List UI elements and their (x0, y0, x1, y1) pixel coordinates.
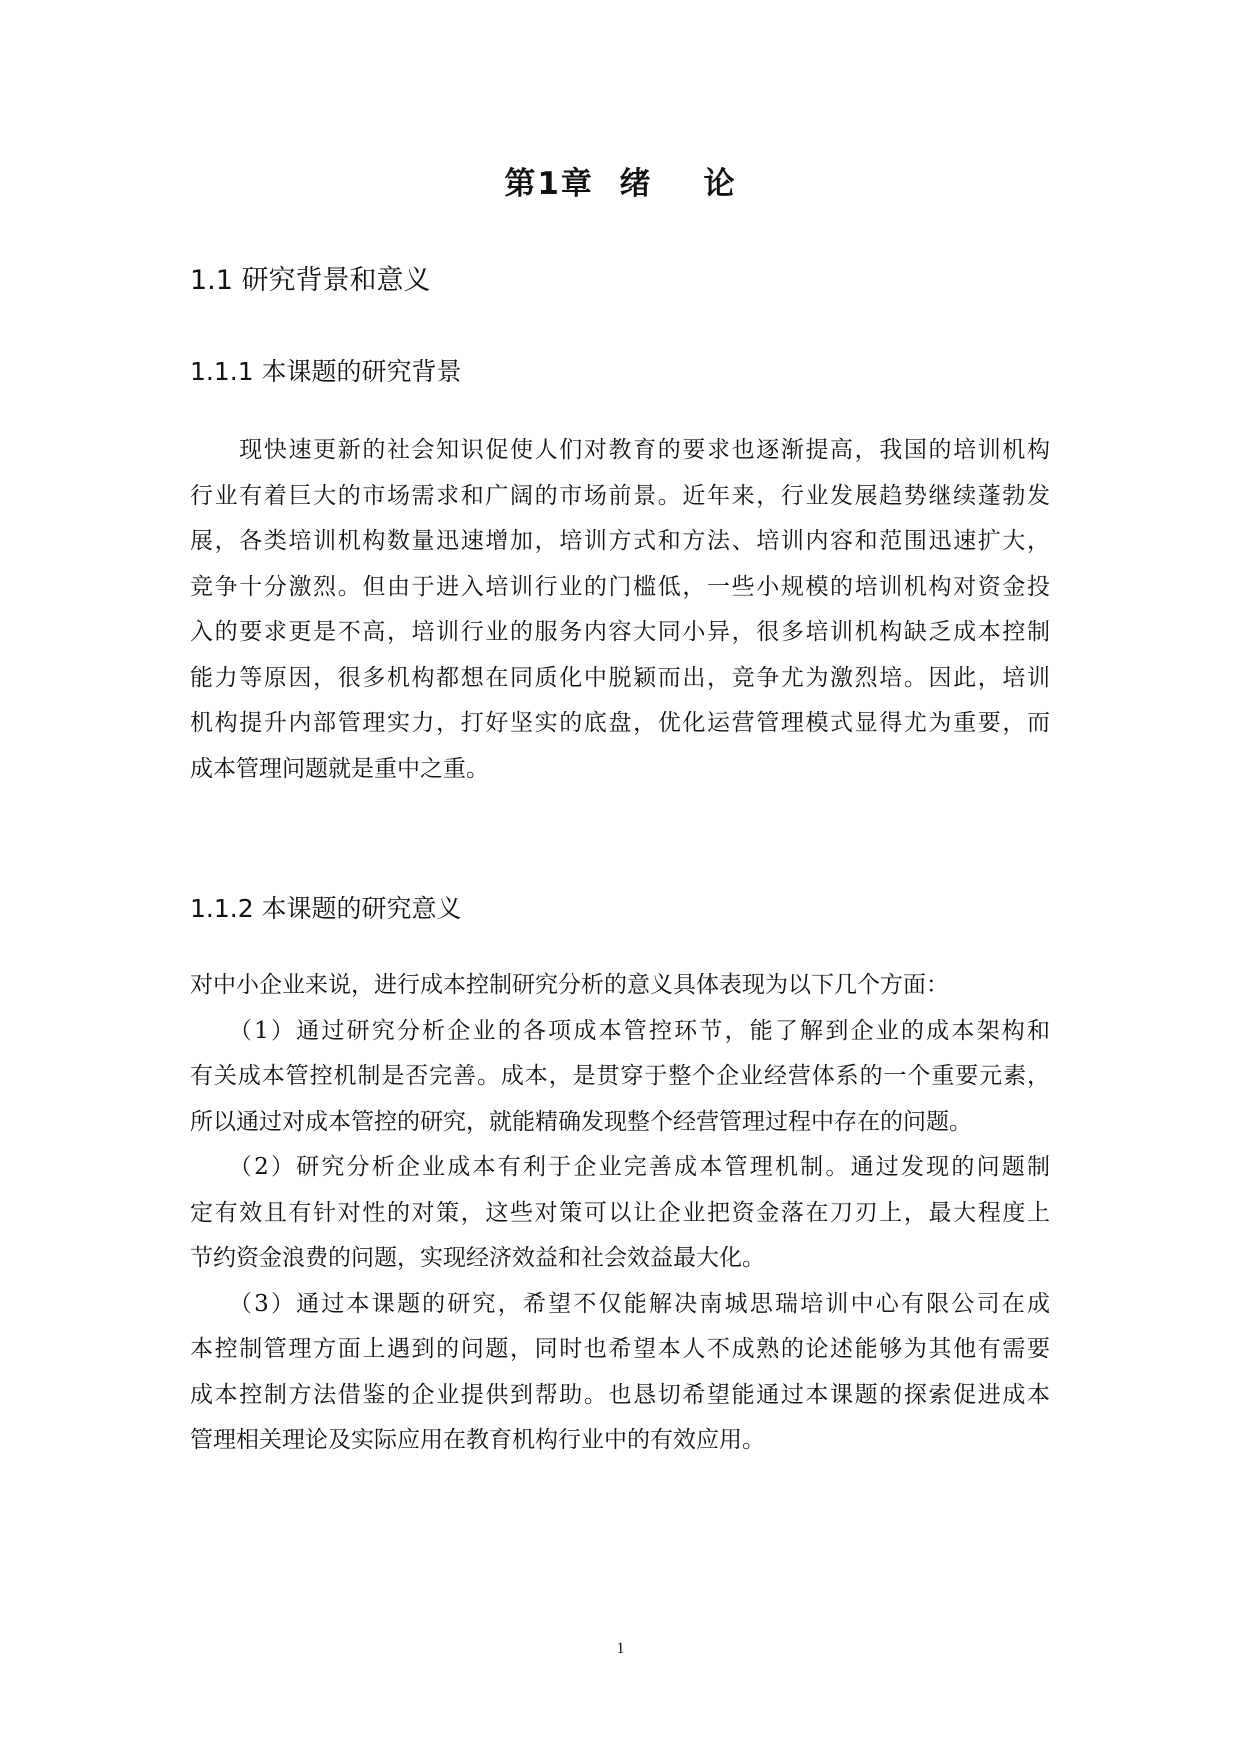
page-number: 1 (616, 1640, 625, 1657)
text-line: 有关成本管控机制是否完善。成本，是贯穿于整个企业经营体系的一个重要元素， (190, 1063, 1050, 1089)
text-line: 定有效且有针对性的对策，这些对策可以让企业把资金落在刀刃上，最大程度上 (190, 1199, 1050, 1226)
chapter-title: 第1章 绪 论 (504, 166, 737, 202)
text-line: 机构提升内部管理实力，打好坚实的底盘，优化运营管理模式显得尤为重要，而 (190, 710, 1050, 736)
text-line: （3）通过本课题的研究，希望不仅能解决南城思瑞培训中心有限公司在成 (190, 1290, 1050, 1317)
text-line: 管理相关理论及实际应用在教育机构行业中的有效应用。 (190, 1427, 765, 1453)
text-line: 对中小企业来说，进行成本控制研究分析的意义具体表现为以下几个方面： (190, 972, 949, 998)
significance-paragraphs (190, 963, 1050, 1464)
text-line: （2）研究分析企业成本有利于企业完善成本管理机制。通过发现的问题制 (190, 1154, 1050, 1180)
text-line: 节约资金浪费的问题，实现经济效益和社会效益最大化。 (190, 1245, 765, 1271)
text-line: 本控制管理方面上遇到的问题，同时也希望本人不成熟的论述能够为其他有需要 (190, 1336, 1050, 1362)
text-line: 能力等原因，很多机构都想在同质化中脱颖而出，竞争尤为激烈培。因此，培训 (190, 664, 1050, 691)
text-line: 现快速更新的社会知识促使人们对教育的要求也逐渐提高，我国的培训机构 (190, 437, 1050, 463)
text-line: 所以通过对成本管控的研究，就能精确发现整个经营管理过程中存在的问题。 (190, 1108, 972, 1135)
text-line: 成本管理问题就是重中之重。 (190, 755, 489, 782)
section-heading-1-1: 1.1 研究背景和意义 (190, 265, 431, 296)
section-heading-1-1-1: 1.1.1 本课题的研究背景 (190, 357, 462, 386)
background-paragraph (190, 428, 1050, 792)
text-line: 入的要求更是不高，培训行业的服务内容大同小异，很多培训机构缺乏成本控制 (190, 619, 1050, 645)
text-line: 竞争十分激烈。但由于进入培训行业的门槛低，一些小规模的培训机构对资金投 (190, 573, 1050, 600)
text-line: 成本控制方法借鉴的企业提供到帮助。也恳切希望能通过本课题的探索促进成本 (190, 1381, 1050, 1408)
text-line: 展，各类培训机构数量迅速增加，培训方式和方法、培训内容和范围迅速扩大， (190, 528, 1050, 554)
text-line: 行业有着巨大的市场需求和广阔的市场前景。近年来，行业发展趋势继续蓬勃发 (190, 482, 1050, 509)
section-heading-1-1-2: 1.1.2 本课题的研究意义 (190, 894, 462, 923)
text-line: （1）通过研究分析企业的各项成本管控环节，能了解到企业的成本架构和 (190, 1017, 1050, 1044)
